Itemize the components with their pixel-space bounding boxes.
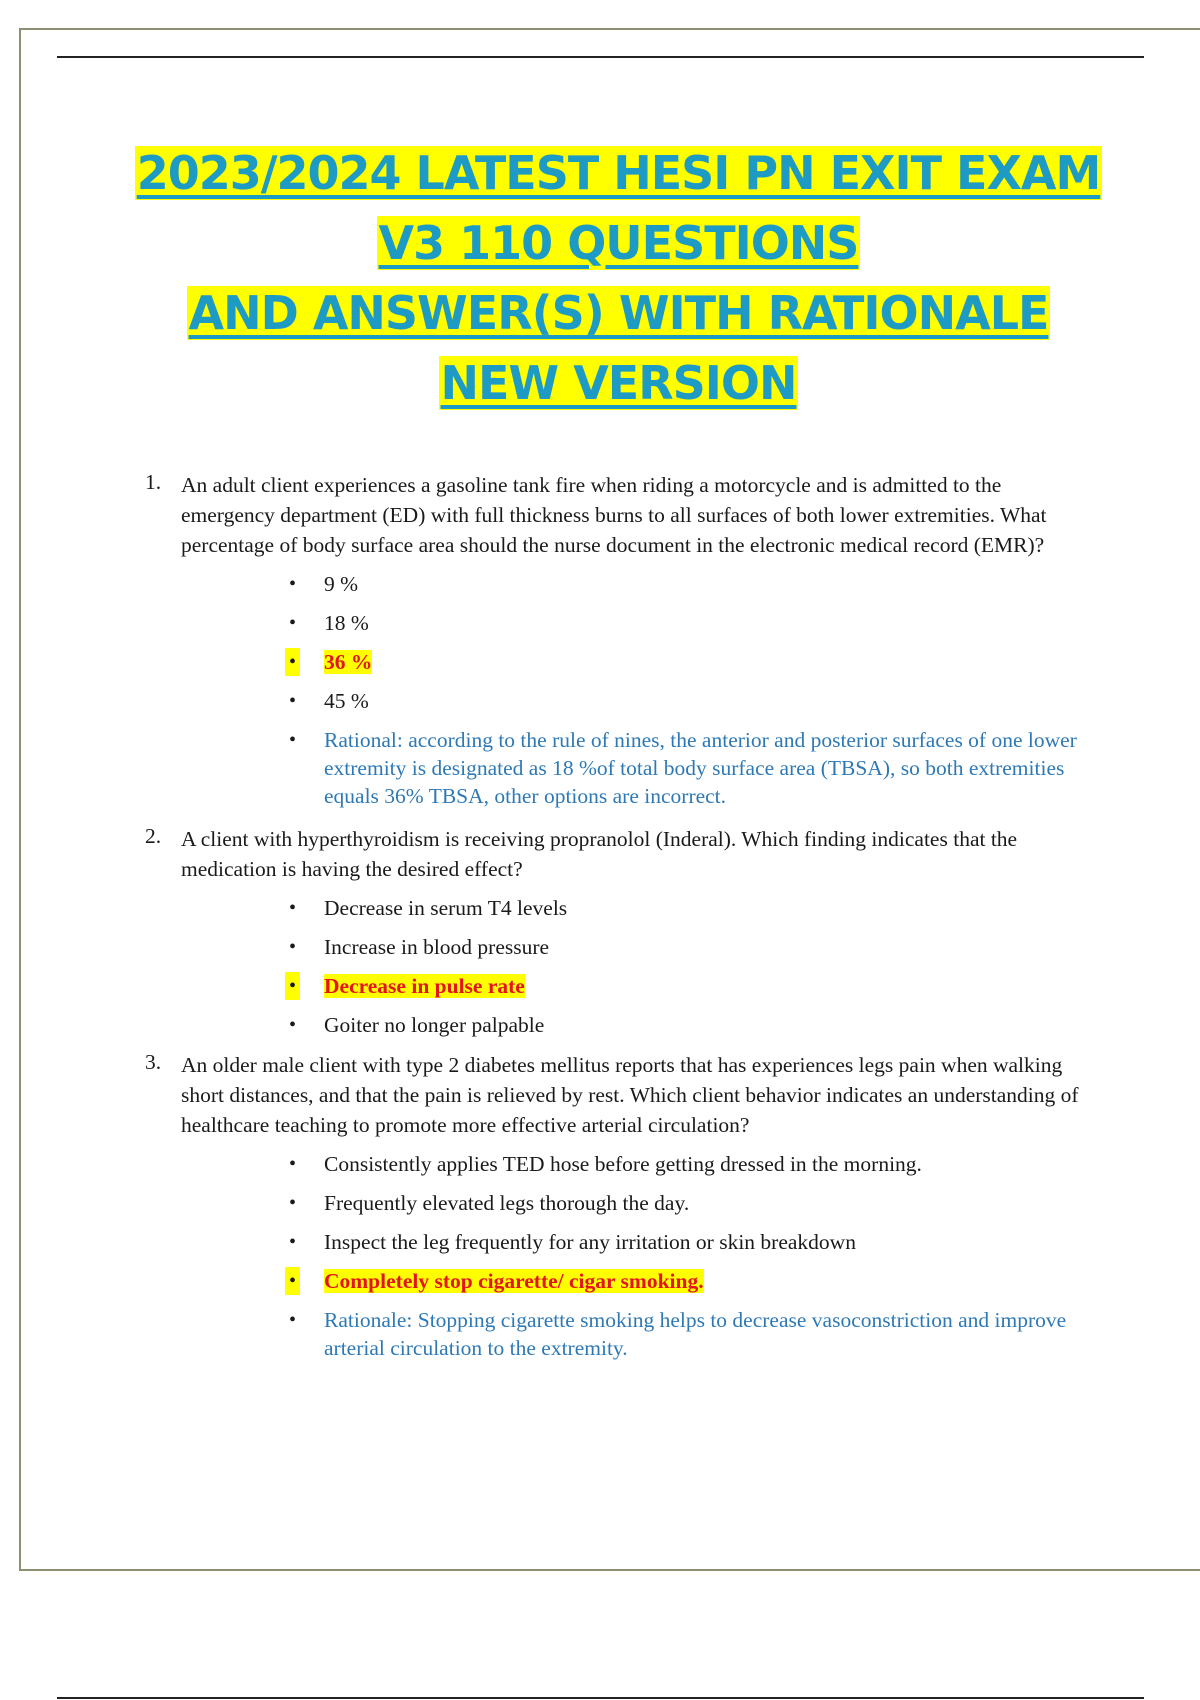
bullet-icon: • <box>285 972 300 1000</box>
question-number: 2. <box>145 824 162 848</box>
answer-options <box>181 894 1085 1039</box>
bullet-icon: • <box>289 1231 297 1253</box>
bullet-icon: • <box>289 729 297 751</box>
question-1 <box>145 470 1085 810</box>
title-line-4: NEW VERSION <box>440 356 797 410</box>
bullet-icon: • <box>289 573 297 595</box>
bullet-icon: • <box>289 1309 297 1331</box>
bullet-icon: • <box>289 936 297 958</box>
bullet-icon: • <box>289 1153 297 1175</box>
bullet-icon: • <box>285 648 300 676</box>
correct-answer-option: • Completely stop cigarette/ cigar smoking. <box>289 1267 704 1295</box>
answer-options <box>181 570 1085 810</box>
answer-option: • 18 % <box>289 611 369 635</box>
question-number: 1. <box>145 470 162 494</box>
title-line-1: 2023/2024 LATEST HESI PN EXIT EXAM <box>136 146 1101 200</box>
bullet-icon: • <box>289 897 297 919</box>
bullet-icon: • <box>289 612 297 634</box>
question-number: 3. <box>145 1050 162 1074</box>
bullet-icon: • <box>289 690 297 712</box>
bullet-icon: • <box>289 1192 297 1214</box>
rationale: • Rational: according to the rule of nines, the anterior and posterior surfaces of one lower extremity is designated as 18 %of total body surface area (TBSA), so both extremities equals 36% TBSA, other options are incorrect. <box>289 728 1077 808</box>
answer-option: • Goiter no longer palpable <box>289 1013 545 1037</box>
question-text: A client with hyperthyroidism is receiving propranolol (Inderal). Which finding indicates that the medication is having the desired effect? <box>181 827 1018 881</box>
answer-option: • Decrease in serum T4 levels <box>289 896 568 920</box>
answer-options <box>181 1150 1085 1362</box>
footer-rule <box>57 1697 1144 1699</box>
question-text: An adult client experiences a gasoline tank fire when riding a motorcycle and is admitted to the emergency department (ED) with full thickness burns to all surfaces of both lower extremities. What percentage of body surface area should the nurse document in the electronic medical record (EMR)? <box>181 473 1047 557</box>
answer-option: • 45 % <box>289 689 369 713</box>
question-list <box>145 470 1085 1373</box>
title-line-3: AND ANSWER(S) WITH RATIONALE <box>188 286 1049 340</box>
rationale: • Rationale: Stopping cigarette smoking helps to decrease vasoconstriction and improve arterial circulation to the extremity. <box>289 1308 1067 1360</box>
title-line-2: V3 110 QUESTIONS <box>378 216 859 270</box>
document-title <box>60 138 1177 418</box>
question-2 <box>145 824 1085 1039</box>
bullet-icon: • <box>285 1267 300 1295</box>
answer-option: • 9 % <box>289 572 359 596</box>
correct-answer-option: • Decrease in pulse rate <box>289 972 525 1000</box>
answer-option: • Consistently applies TED hose before getting dressed in the morning. <box>289 1152 922 1176</box>
answer-option: • Inspect the leg frequently for any irritation or skin breakdown <box>289 1230 856 1254</box>
answer-option: • Increase in blood pressure <box>289 935 550 959</box>
answer-option: • Frequently elevated legs thorough the day. <box>289 1191 690 1215</box>
correct-answer-option: • 36 % <box>289 648 372 676</box>
bullet-icon: • <box>289 1014 297 1036</box>
question-text: An older male client with type 2 diabetes mellitus reports that has experiences legs pain when walking short distances, and that the pain is relieved by rest. Which client behavior indicates an understanding of healthcare teaching to promote more effective arterial circulation? <box>181 1053 1079 1137</box>
question-3 <box>145 1050 1085 1362</box>
header-rule <box>57 56 1144 58</box>
